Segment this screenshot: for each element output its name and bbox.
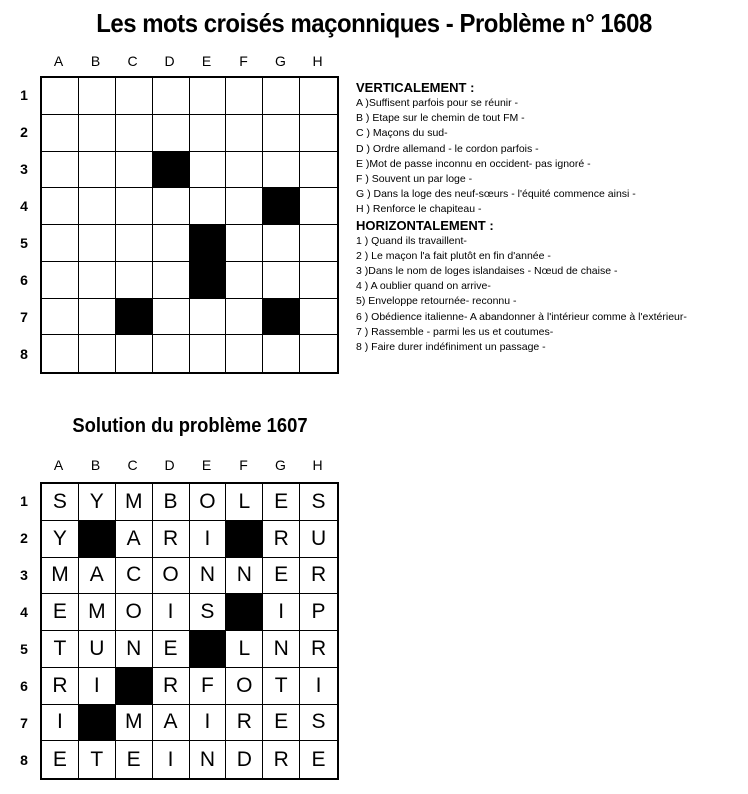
solution-letter: N xyxy=(226,558,263,595)
solution-letter: F xyxy=(190,668,227,705)
empty-cell xyxy=(300,262,337,299)
empty-cell xyxy=(79,152,116,189)
empty-cell xyxy=(263,152,300,189)
empty-cell xyxy=(79,78,116,115)
horizontal-clue: 4 ) A oublier quand on arrive- xyxy=(356,280,491,293)
empty-cell xyxy=(116,335,153,372)
solution-letter: T xyxy=(263,668,300,705)
empty-cell xyxy=(263,115,300,152)
vertical-clue: F ) Souvent un par loge - xyxy=(356,173,473,186)
solution-letter: T xyxy=(79,741,116,778)
empty-cell xyxy=(190,188,227,225)
solution-letter: N xyxy=(190,558,227,595)
solution-letter: R xyxy=(300,631,337,668)
empty-cell xyxy=(42,115,79,152)
solution-letter: Y xyxy=(79,484,116,521)
row-label: 2 xyxy=(20,124,28,140)
black-cell xyxy=(153,152,190,189)
solution-letter: M xyxy=(79,594,116,631)
column-label: H xyxy=(312,457,323,473)
column-label: C xyxy=(127,53,138,69)
empty-cell xyxy=(226,335,263,372)
horizontal-clue: 8 ) Faire durer indéfiniment un passage - xyxy=(356,341,546,354)
empty-cell xyxy=(263,262,300,299)
empty-cell xyxy=(190,335,227,372)
solution-grid xyxy=(40,482,339,780)
solution-letter: E xyxy=(263,484,300,521)
page-title: Les mots croisés maçonniques - Problème n° 1608 xyxy=(96,8,652,38)
solution-letter: O xyxy=(226,668,263,705)
empty-cell xyxy=(153,188,190,225)
solution-letter: L xyxy=(226,631,263,668)
empty-cell xyxy=(226,188,263,225)
solution-letter: R xyxy=(42,668,79,705)
empty-cell xyxy=(226,115,263,152)
solution-letter: S xyxy=(300,484,337,521)
row-label: 4 xyxy=(20,198,28,214)
solution-letter: C xyxy=(116,558,153,595)
empty-cell xyxy=(226,78,263,115)
solution-letter: I xyxy=(79,668,116,705)
black-cell xyxy=(116,299,153,336)
row-label: 1 xyxy=(20,87,28,103)
solution-letter: M xyxy=(116,484,153,521)
solution-letter: E xyxy=(42,741,79,778)
black-cell xyxy=(190,225,227,262)
empty-cell xyxy=(79,188,116,225)
solution-letter: R xyxy=(300,558,337,595)
column-label: B xyxy=(90,53,101,69)
row-label: 7 xyxy=(20,309,28,325)
empty-cell xyxy=(79,225,116,262)
solution-letter: U xyxy=(300,521,337,558)
empty-cell xyxy=(153,115,190,152)
column-label: A xyxy=(53,457,64,473)
horizontal-clue: 6 ) Obédience italienne- A abandonner à l'intérieur comme à l'extérieur- xyxy=(356,310,687,323)
empty-cell xyxy=(300,152,337,189)
row-label: 6 xyxy=(20,272,28,288)
black-cell xyxy=(190,631,227,668)
row-label: 5 xyxy=(20,235,28,251)
empty-cell xyxy=(263,225,300,262)
solution-letter: T xyxy=(42,631,79,668)
solution-letter: R xyxy=(226,705,263,742)
solution-letter: M xyxy=(42,558,79,595)
horizontal-clue: 5) Enveloppe retournée- reconnu - xyxy=(356,295,517,308)
solution-letter: I xyxy=(153,741,190,778)
puzzle-column-labels xyxy=(40,53,336,69)
column-label: D xyxy=(164,53,175,69)
solution-letter: O xyxy=(190,484,227,521)
row-label: 5 xyxy=(20,641,28,657)
horizontal-clues-list xyxy=(356,234,746,356)
solution-letter: L xyxy=(226,484,263,521)
solution-letter: A xyxy=(153,705,190,742)
empty-cell xyxy=(300,78,337,115)
solution-letter: R xyxy=(153,521,190,558)
solution-letter: E xyxy=(153,631,190,668)
black-cell xyxy=(226,521,263,558)
solution-letter: I xyxy=(263,594,300,631)
solution-title: Solution du problème 1607 xyxy=(72,415,308,437)
solution-letter: N xyxy=(116,631,153,668)
vertical-clue: G ) Dans la loge des neuf-sœurs - l'équité commence ainsi - xyxy=(356,188,636,201)
empty-cell xyxy=(153,335,190,372)
empty-cell xyxy=(79,262,116,299)
solution-letter: M xyxy=(116,705,153,742)
solution-letter: Y xyxy=(42,521,79,558)
column-label: G xyxy=(275,53,286,69)
vertical-clue: C ) Maçons du sud- xyxy=(356,127,448,140)
horizontal-heading: HORIZONTALEMENT : xyxy=(356,217,494,233)
empty-cell xyxy=(42,335,79,372)
solution-letter: E xyxy=(263,705,300,742)
solution-column-labels xyxy=(40,457,336,473)
empty-cell xyxy=(190,152,227,189)
row-label: 8 xyxy=(20,346,28,362)
black-cell xyxy=(190,262,227,299)
solution-letter: E xyxy=(311,747,326,771)
empty-cell xyxy=(226,262,263,299)
empty-cell xyxy=(153,78,190,115)
solution-letter: A xyxy=(79,558,116,595)
empty-cell xyxy=(226,152,263,189)
empty-cell xyxy=(116,262,153,299)
empty-cell xyxy=(190,115,227,152)
solution-letter: S xyxy=(190,594,227,631)
solution-letter: E xyxy=(263,558,300,595)
empty-cell xyxy=(153,262,190,299)
solution-letter: R xyxy=(263,521,300,558)
horizontal-clue: 3 )Dans le nom de loges islandaises - Nœud de chaise - xyxy=(356,265,618,278)
horizontal-clue: 7 ) Rassemble - parmi les us et coutumes- xyxy=(356,325,554,338)
empty-cell xyxy=(116,115,153,152)
empty-cell xyxy=(116,225,153,262)
solution-letter: S xyxy=(300,705,337,742)
vertical-clues-list xyxy=(356,96,746,218)
column-label: D xyxy=(164,457,175,473)
solution-letter: N xyxy=(263,631,300,668)
column-label: G xyxy=(275,457,286,473)
solution-letter: I xyxy=(153,594,190,631)
solution-letter: U xyxy=(79,631,116,668)
solution-letter: A xyxy=(116,521,153,558)
empty-cell xyxy=(116,78,153,115)
row-label: 3 xyxy=(20,161,28,177)
empty-cell xyxy=(42,262,79,299)
clues-panel xyxy=(356,80,746,355)
vertical-clue: D ) Ordre allemand - le cordon parfois - xyxy=(356,142,539,155)
empty-cell xyxy=(79,335,116,372)
solution-letter: I xyxy=(190,705,227,742)
row-label: 3 xyxy=(20,567,28,583)
empty-cell xyxy=(300,115,337,152)
column-label: E xyxy=(201,457,212,473)
column-label: C xyxy=(127,457,138,473)
column-label: F xyxy=(239,457,248,473)
black-cell xyxy=(263,299,300,336)
solution-letter: E xyxy=(42,594,79,631)
empty-cell xyxy=(42,78,79,115)
horizontal-clue: 2 ) Le maçon l'a fait plutôt en fin d'année - xyxy=(356,249,551,262)
row-label: 6 xyxy=(20,678,28,694)
empty-cell xyxy=(190,78,227,115)
solution-letter: N xyxy=(190,741,227,778)
empty-cell xyxy=(42,152,79,189)
empty-cell xyxy=(300,335,337,372)
solution-letter: O xyxy=(116,594,153,631)
solution-letter: E xyxy=(116,741,153,778)
black-cell xyxy=(116,668,153,705)
solution-letter: I xyxy=(42,705,79,742)
empty-cell xyxy=(79,115,116,152)
black-cell xyxy=(79,521,116,558)
row-label: 8 xyxy=(20,752,28,768)
empty-cell xyxy=(116,152,153,189)
empty-cell xyxy=(226,225,263,262)
column-label: H xyxy=(312,53,323,69)
empty-cell xyxy=(42,188,79,225)
puzzle-grid xyxy=(40,76,339,374)
row-label: 1 xyxy=(20,493,28,509)
empty-cell xyxy=(79,299,116,336)
empty-cell xyxy=(263,335,300,372)
vertical-clue: H ) Renforce le chapiteau - xyxy=(356,203,482,216)
empty-cell xyxy=(116,188,153,225)
empty-cell xyxy=(300,188,337,225)
vertical-heading: VERTICALEMENT : xyxy=(356,80,475,95)
solution-letter: O xyxy=(153,558,190,595)
column-label: E xyxy=(201,53,212,69)
empty-cell xyxy=(153,225,190,262)
solution-row-labels xyxy=(14,483,34,779)
row-label: 7 xyxy=(20,715,28,731)
row-label: 4 xyxy=(20,604,28,620)
empty-cell xyxy=(226,299,263,336)
row-label: 2 xyxy=(20,530,28,546)
empty-cell xyxy=(263,78,300,115)
black-cell xyxy=(79,705,116,742)
solution-letter: I xyxy=(190,521,227,558)
solution-letter: D xyxy=(226,741,263,778)
horizontal-clue: 1 ) Quand ils travaillent- xyxy=(356,234,467,247)
solution-letter: B xyxy=(153,484,190,521)
black-cell xyxy=(226,594,263,631)
empty-cell xyxy=(300,299,337,336)
solution-letter: S xyxy=(42,484,79,521)
puzzle-row-labels xyxy=(14,77,34,373)
column-label: B xyxy=(90,457,101,473)
empty-cell xyxy=(300,225,337,262)
column-label: A xyxy=(53,53,64,69)
empty-cell xyxy=(190,299,227,336)
solution-letter: P xyxy=(300,594,337,631)
vertical-clue: B ) Etape sur le chemin de tout FM - xyxy=(356,112,525,125)
empty-cell xyxy=(153,299,190,336)
empty-cell xyxy=(42,299,79,336)
solution-letter: R xyxy=(153,668,190,705)
solution-letter: R xyxy=(263,741,300,778)
column-label: F xyxy=(239,53,248,69)
vertical-clue: E )Mot de passe inconnu en occident- pas ignoré - xyxy=(356,157,591,170)
black-cell xyxy=(263,188,300,225)
solution-letter: I xyxy=(300,668,337,705)
empty-cell xyxy=(42,225,79,262)
vertical-clue: A )Suffisent parfois pour se réunir - xyxy=(356,97,519,109)
